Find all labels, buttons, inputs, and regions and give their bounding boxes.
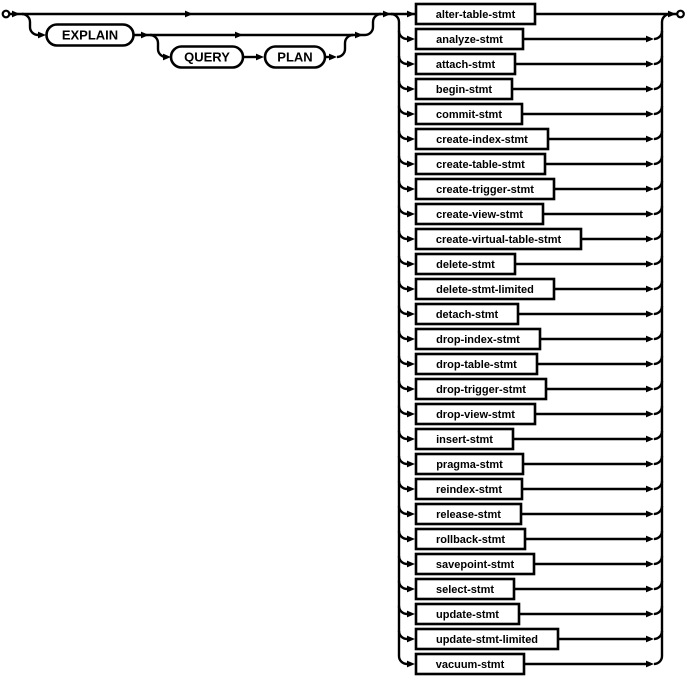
statement-row-drop-view-stmt[interactable] xyxy=(399,404,662,424)
arrow-icon xyxy=(646,586,654,593)
arrow-icon xyxy=(141,32,149,39)
arrow-icon xyxy=(646,161,654,168)
arrow-icon xyxy=(407,136,415,143)
arrow-icon xyxy=(646,261,654,268)
statement-row-begin-stmt[interactable] xyxy=(399,79,662,99)
statement-label: detach-stmt xyxy=(435,309,499,321)
statement-row-pragma-stmt[interactable] xyxy=(399,454,662,474)
arrow-icon xyxy=(646,111,654,118)
arrow-icon xyxy=(407,636,415,643)
statement-row-savepoint-stmt[interactable] xyxy=(399,554,662,574)
end-terminal-icon xyxy=(677,11,684,18)
statement-row-create-view-stmt[interactable] xyxy=(399,204,662,224)
arrow-icon xyxy=(646,461,654,468)
arrow-icon xyxy=(407,536,415,543)
statement-label: release-stmt xyxy=(436,509,501,521)
statement-label: insert-stmt xyxy=(436,434,493,446)
arrow-icon xyxy=(646,661,654,668)
statement-row-drop-trigger-stmt[interactable] xyxy=(399,379,662,399)
statement-row-create-table-stmt[interactable] xyxy=(399,154,662,174)
arrow-icon xyxy=(407,311,415,318)
arrow-icon xyxy=(256,54,264,61)
statement-label: attach-stmt xyxy=(435,59,496,71)
arrow-icon xyxy=(646,636,654,643)
arrow-icon xyxy=(407,186,415,193)
statement-row-drop-index-stmt[interactable] xyxy=(399,329,662,349)
arrow-icon xyxy=(407,286,415,293)
statement-row-drop-table-stmt[interactable] xyxy=(399,354,662,374)
arrow-icon xyxy=(185,11,193,18)
keyword-explain xyxy=(47,25,134,46)
statement-label: create-view-stmt xyxy=(436,209,523,221)
statement-label: create-index-stmt xyxy=(436,134,528,146)
arrow-icon xyxy=(407,561,415,568)
arrow-icon xyxy=(407,211,415,218)
arrow-icon xyxy=(646,411,654,418)
arrow-icon xyxy=(646,36,654,43)
statement-row-rollback-stmt[interactable] xyxy=(399,529,662,549)
arrow-icon xyxy=(646,186,654,193)
statement-row-alter-table-stmt[interactable] xyxy=(407,4,677,24)
arrow-icon xyxy=(407,111,415,118)
statement-label: create-table-stmt xyxy=(436,159,525,171)
arrow-icon xyxy=(407,161,415,168)
arrow-icon xyxy=(646,511,654,518)
arrow-icon xyxy=(407,411,415,418)
statement-row-detach-stmt[interactable] xyxy=(399,304,662,324)
statement-label: drop-view-stmt xyxy=(436,409,515,421)
statement-row-delete-stmt-limited[interactable] xyxy=(399,279,662,299)
arrow-icon xyxy=(407,236,415,243)
arrow-icon xyxy=(407,586,415,593)
statement-label: rollback-stmt xyxy=(435,534,506,546)
keyword-plan xyxy=(265,47,325,68)
arrow-icon xyxy=(235,32,243,39)
statement-row-reindex-stmt[interactable] xyxy=(399,479,662,499)
branch-curve xyxy=(365,14,381,35)
arrow-icon xyxy=(329,54,337,61)
left-rail xyxy=(391,14,399,656)
arrow-icon xyxy=(407,11,415,18)
statement-row-vacuum-stmt[interactable] xyxy=(399,654,662,674)
statement-row-create-index-stmt[interactable] xyxy=(399,129,662,149)
arrow-icon xyxy=(38,32,46,39)
arrow-icon xyxy=(407,61,415,68)
statement-label: drop-index-stmt xyxy=(436,334,520,346)
statement-row-insert-stmt[interactable] xyxy=(399,429,662,449)
arrow-icon xyxy=(646,486,654,493)
arrow-icon xyxy=(407,36,415,43)
arrow-icon xyxy=(646,211,654,218)
statement-label: alter-table-stmt xyxy=(435,9,516,21)
arrow-icon xyxy=(407,611,415,618)
statement-label: begin-stmt xyxy=(435,84,493,96)
right-rail xyxy=(662,14,670,656)
keyword-label-plan: PLAN xyxy=(277,49,313,65)
statement-row-commit-stmt[interactable] xyxy=(399,104,662,124)
branch-curve xyxy=(22,14,40,35)
arrow-icon xyxy=(646,86,654,93)
branch-curve xyxy=(399,656,407,664)
arrow-icon xyxy=(646,611,654,618)
statement-label: drop-table-stmt xyxy=(436,359,517,371)
statement-row-update-stmt[interactable] xyxy=(399,604,662,624)
statement-label: delete-stmt xyxy=(436,259,495,271)
arrow-icon xyxy=(407,511,415,518)
statement-row-select-stmt[interactable] xyxy=(399,579,662,599)
statement-row-release-stmt[interactable] xyxy=(399,504,662,524)
arrow-icon xyxy=(646,61,654,68)
statement-row-update-stmt-limited[interactable] xyxy=(399,629,662,649)
arrow-icon xyxy=(646,386,654,393)
statement-label: create-virtual-table-stmt xyxy=(435,234,562,246)
arrow-icon xyxy=(407,261,415,268)
statement-row-analyze-stmt[interactable] xyxy=(399,29,662,49)
arrow-icon xyxy=(355,32,363,39)
branch-curve xyxy=(150,35,166,57)
arrow-icon xyxy=(646,236,654,243)
statement-label: delete-stmt-limited xyxy=(436,284,534,296)
arrow-icon xyxy=(407,386,415,393)
statement-label: create-trigger-stmt xyxy=(436,184,534,196)
statement-row-delete-stmt[interactable] xyxy=(399,254,662,274)
arrow-icon xyxy=(407,436,415,443)
statement-label: reindex-stmt xyxy=(435,484,503,496)
statement-label: drop-trigger-stmt xyxy=(436,384,526,396)
statement-label: commit-stmt xyxy=(435,109,503,121)
branch-curve xyxy=(337,35,353,57)
statement-label: savepoint-stmt xyxy=(435,559,515,571)
keyword-label-query: QUERY xyxy=(184,49,230,65)
diagram-skeleton xyxy=(3,11,684,656)
statement-label: pragma-stmt xyxy=(436,459,503,471)
arrow-icon xyxy=(407,336,415,343)
branch-curve xyxy=(654,656,662,664)
arrow-icon xyxy=(407,661,415,668)
arrow-icon xyxy=(646,561,654,568)
arrow-icon xyxy=(646,136,654,143)
statement-label: select-stmt xyxy=(435,584,495,596)
keyword-query xyxy=(171,47,243,68)
statement-row-create-virtual-table-stmt[interactable] xyxy=(399,229,662,249)
statement-label: update-stmt xyxy=(436,609,499,621)
arrow-icon xyxy=(407,486,415,493)
arrow-icon xyxy=(407,86,415,93)
statement-label: vacuum-stmt xyxy=(435,659,505,671)
statement-row-attach-stmt[interactable] xyxy=(399,54,662,74)
arrow-icon xyxy=(646,311,654,318)
arrow-icon xyxy=(407,461,415,468)
arrow-icon xyxy=(646,536,654,543)
arrow-icon xyxy=(383,11,391,18)
arrow-icon xyxy=(646,361,654,368)
start-terminal-icon xyxy=(3,11,10,18)
arrow-icon xyxy=(646,336,654,343)
arrow-icon xyxy=(646,436,654,443)
arrow-icon xyxy=(646,286,654,293)
arrow-icon xyxy=(407,361,415,368)
statement-label: analyze-stmt xyxy=(436,34,503,46)
arrow-icon xyxy=(12,11,20,18)
statement-label: update-stmt-limited xyxy=(435,634,539,646)
statement-row-create-trigger-stmt[interactable] xyxy=(399,179,662,199)
keyword-label-explain: EXPLAIN xyxy=(61,27,119,43)
